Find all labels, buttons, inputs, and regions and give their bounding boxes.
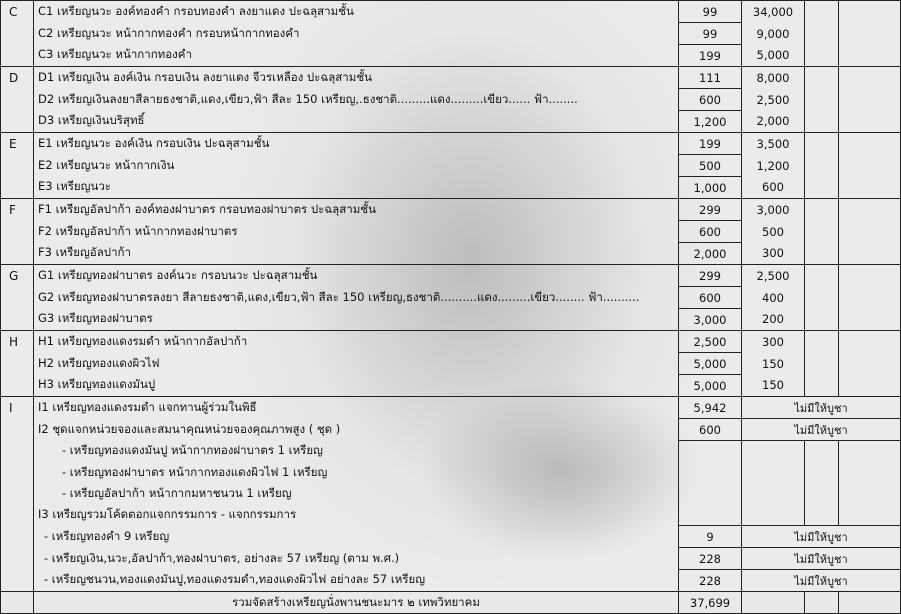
quantity-cell: 2,000: [679, 243, 742, 265]
quantity-cell: 500: [679, 155, 742, 177]
price-cell: [742, 462, 805, 483]
total-row: [1, 592, 901, 614]
empty-cell: [839, 111, 901, 133]
empty-cell: [805, 199, 839, 221]
table-row: [1, 45, 901, 67]
table-row: [1, 353, 901, 375]
price-cell: 300: [742, 243, 805, 265]
category-cell: [1, 483, 34, 504]
price-cell: 2,000: [742, 111, 805, 133]
table-row: [1, 570, 901, 592]
empty-cell: [839, 133, 901, 155]
table-row: [1, 462, 901, 483]
category-cell: [1, 287, 34, 309]
item-description: G2 เหรียญทองฝาบาตรลงยา สีลายธงชาติ,แดง,เขียว,ฟ้า สีละ 150 เหรียญ,ธงชาติ..........แดง.........เขียว........ ฟ้า..........: [34, 287, 679, 309]
empty-cell: [839, 67, 901, 89]
table-row: [1, 265, 901, 287]
empty-cell: [805, 23, 839, 45]
category-cell: [1, 504, 34, 526]
table-row: [1, 111, 901, 133]
category-cell: E: [1, 133, 34, 155]
quantity-cell: 228: [679, 570, 742, 592]
item-description: C3 เหรียญนวะ หน้ากากทองคำ: [34, 45, 679, 67]
price-cell: 500: [742, 221, 805, 243]
category-cell: [1, 45, 34, 67]
empty-cell: [839, 592, 901, 614]
item-description: - เหรียญทองแดงมันปู หน้ากากทองฝาบาตร 1 เหรียญ: [34, 441, 679, 463]
quantity-cell: 600: [679, 89, 742, 111]
table-row: [1, 287, 901, 309]
quantity-cell: 600: [679, 287, 742, 309]
item-description: I3 เหรียญรวมโค้ดตอกแจกกรรมการ - แจกกรรมการ: [34, 504, 679, 526]
category-cell: [1, 462, 34, 483]
price-cell: [742, 483, 805, 504]
item-description: G3 เหรียญทองฝาบาตร: [34, 309, 679, 331]
table-row: [1, 483, 901, 504]
note-cell: ไม่มีให้บูชา: [742, 526, 901, 548]
category-cell: [1, 526, 34, 548]
item-description: F1 เหรียญอัลปาก้า องค์ทองฝาบาตร กรอบทองฝาบาตร ปะฉลุสามชั้น: [34, 199, 679, 221]
table-row: [1, 199, 901, 221]
empty-cell: [805, 441, 839, 463]
price-cell: 9,000: [742, 23, 805, 45]
quantity-cell: 299: [679, 265, 742, 287]
empty-cell: [839, 309, 901, 331]
table-row: [1, 23, 901, 45]
total-label: รวมจัดสร้างเหรียญนั่งพานชนะมาร ๒ เทพวิทยาคม: [34, 592, 679, 614]
category-cell: D: [1, 67, 34, 89]
quantity-cell: 3,000: [679, 309, 742, 331]
category-cell: [1, 177, 34, 199]
quantity-cell: 1,000: [679, 177, 742, 199]
empty-cell: [805, 353, 839, 375]
quantity-cell: 1,200: [679, 111, 742, 133]
empty-cell: [839, 221, 901, 243]
empty-cell: [839, 23, 901, 45]
category-cell: [1, 221, 34, 243]
category-cell: [1, 570, 34, 592]
empty-cell: [839, 441, 901, 463]
empty-cell: [839, 265, 901, 287]
empty-cell: [805, 177, 839, 199]
quantity-cell: 99: [679, 23, 742, 45]
empty-cell: [1, 592, 34, 614]
quantity-cell: 199: [679, 133, 742, 155]
table-row: [1, 441, 901, 463]
price-cell: 150: [742, 375, 805, 397]
category-cell: [1, 23, 34, 45]
category-cell: [1, 111, 34, 133]
empty-cell: [742, 592, 805, 614]
table-row: [1, 309, 901, 331]
category-cell: [1, 243, 34, 265]
category-cell: [1, 419, 34, 441]
price-cell: 600: [742, 177, 805, 199]
item-description: H2 เหรียญทองแดงผิวไฟ: [34, 353, 679, 375]
empty-cell: [805, 592, 839, 614]
quantity-cell: [679, 483, 742, 504]
empty-cell: [805, 243, 839, 265]
empty-cell: [805, 265, 839, 287]
item-description: - เหรียญอัลปาก้า หน้ากากมหาชนวน 1 เหรียญ: [34, 483, 679, 504]
total-quantity: 37,699: [679, 592, 742, 614]
quantity-cell: [679, 441, 742, 463]
category-cell: G: [1, 265, 34, 287]
table-row: [1, 397, 901, 419]
table-row: [1, 89, 901, 111]
category-cell: [1, 441, 34, 463]
empty-cell: [839, 1, 901, 23]
price-cell: 2,500: [742, 265, 805, 287]
table-row: [1, 177, 901, 199]
empty-cell: [839, 462, 901, 483]
category-cell: [1, 89, 34, 111]
price-cell: [742, 441, 805, 463]
item-description: H3 เหรียญทองแดงมันปู: [34, 375, 679, 397]
quantity-cell: 5,000: [679, 375, 742, 397]
item-description: D3 เหรียญเงินบริสุทธิ์: [34, 111, 679, 133]
category-cell: I: [1, 397, 34, 419]
price-cell: 300: [742, 331, 805, 353]
price-cell: 3,000: [742, 199, 805, 221]
price-cell: 5,000: [742, 45, 805, 67]
table-row: [1, 67, 901, 89]
quantity-cell: 5,942: [679, 397, 742, 419]
category-cell: C: [1, 1, 34, 23]
price-cell: 34,000: [742, 1, 805, 23]
item-description: G1 เหรียญทองฝาบาตร องค์นวะ กรอบนวะ ปะฉลุสามชั้น: [34, 265, 679, 287]
empty-cell: [805, 483, 839, 504]
table-row: [1, 504, 901, 526]
empty-cell: [805, 462, 839, 483]
quantity-cell: 199: [679, 45, 742, 67]
item-description: D1 เหรียญเงิน องค์เงิน กรอบเงิน ลงยาแดง จีวรเหลือง ปะฉลุสามชั้น: [34, 67, 679, 89]
category-cell: [1, 375, 34, 397]
empty-cell: [839, 155, 901, 177]
item-description: E2 เหรียญนวะ หน้ากากเงิน: [34, 155, 679, 177]
table-row: [1, 133, 901, 155]
note-cell: ไม่มีให้บูชา: [742, 548, 901, 570]
item-description: C1 เหรียญนวะ องค์ทองคำ กรอบทองคำ ลงยาแดง ปะฉลุสามชั้น: [34, 1, 679, 23]
empty-cell: [839, 287, 901, 309]
price-cell: [742, 504, 805, 526]
empty-cell: [805, 309, 839, 331]
table-row: [1, 548, 901, 570]
table-row: [1, 331, 901, 353]
category-cell: [1, 155, 34, 177]
item-description: - เหรียญชนวน,ทองแดงมันปู,ทองแดงรมดำ,ทองแดงผิวไฟ อย่างละ 57 เหรียญ: [34, 570, 679, 592]
price-cell: 1,200: [742, 155, 805, 177]
quantity-cell: 600: [679, 419, 742, 441]
empty-cell: [805, 155, 839, 177]
item-description: I2 ชุดแจกหน่วยจองและสมนาคุณหน่วยจองคุณภาพสูง ( ชุด ): [34, 419, 679, 441]
price-cell: 150: [742, 353, 805, 375]
price-cell: 200: [742, 309, 805, 331]
empty-cell: [805, 89, 839, 111]
table-row: [1, 526, 901, 548]
quantity-cell: 99: [679, 1, 742, 23]
quantity-cell: 228: [679, 548, 742, 570]
empty-cell: [839, 199, 901, 221]
empty-cell: [839, 243, 901, 265]
item-description: E3 เหรียญนวะ: [34, 177, 679, 199]
price-cell: 3,500: [742, 133, 805, 155]
quantity-cell: 5,000: [679, 353, 742, 375]
price-cell: 2,500: [742, 89, 805, 111]
empty-cell: [839, 375, 901, 397]
empty-cell: [839, 353, 901, 375]
quantity-cell: [679, 462, 742, 483]
empty-cell: [839, 483, 901, 504]
empty-cell: [805, 504, 839, 526]
category-cell: H: [1, 331, 34, 353]
price-cell: 8,000: [742, 67, 805, 89]
item-description: - เหรียญเงิน,นวะ,อัลปาก้า,ทองฝาบาตร, อย่างละ 57 เหรียญ (ตาม พ.ศ.): [34, 548, 679, 570]
category-cell: [1, 548, 34, 570]
empty-cell: [839, 504, 901, 526]
note-cell: ไม่มีให้บูชา: [742, 419, 901, 441]
empty-cell: [805, 331, 839, 353]
empty-cell: [805, 67, 839, 89]
table-row: [1, 243, 901, 265]
table-row: [1, 1, 901, 23]
note-cell: ไม่มีให้บูชา: [742, 397, 901, 419]
item-description: I1 เหรียญทองแดงรมดำ แจกทานผู้ร่วมในพิธี: [34, 397, 679, 419]
item-description: D2 เหรียญเงินลงยาสีลายธงชาติ,แดง,เขียว,ฟ้า สีละ 150 เหรียญ,.ธงชาติ.........แดง.........เขียว...... ฟ้า........: [34, 89, 679, 111]
category-cell: [1, 309, 34, 331]
empty-cell: [839, 331, 901, 353]
item-description: H1 เหรียญทองแดงรมดำ หน้ากากอัลปาก้า: [34, 331, 679, 353]
quantity-cell: 111: [679, 67, 742, 89]
empty-cell: [805, 133, 839, 155]
table-row: [1, 419, 901, 441]
empty-cell: [839, 89, 901, 111]
empty-cell: [805, 1, 839, 23]
quantity-cell: 600: [679, 221, 742, 243]
table-row: [1, 375, 901, 397]
empty-cell: [805, 375, 839, 397]
empty-cell: [839, 45, 901, 67]
category-cell: [1, 353, 34, 375]
table-row: [1, 155, 901, 177]
item-description: E1 เหรียญนวะ องค์เงิน กรอบเงิน ปะฉลุสามชั้น: [34, 133, 679, 155]
item-description: F2 เหรียญอัลปาก้า หน้ากากทองฝาบาตร: [34, 221, 679, 243]
empty-cell: [805, 111, 839, 133]
item-description: - เหรียญทองคำ 9 เหรียญ: [34, 526, 679, 548]
item-description: C2 เหรียญนวะ หน้ากากทองคำ กรอบหน้ากากทองคำ: [34, 23, 679, 45]
quantity-cell: 2,500: [679, 331, 742, 353]
empty-cell: [805, 45, 839, 67]
table-row: [1, 221, 901, 243]
quantity-cell: [679, 504, 742, 526]
price-cell: 400: [742, 287, 805, 309]
quantity-cell: 299: [679, 199, 742, 221]
category-cell: F: [1, 199, 34, 221]
note-cell: ไม่มีให้บูชา: [742, 570, 901, 592]
quantity-cell: 9: [679, 526, 742, 548]
empty-cell: [805, 287, 839, 309]
price-table-body: [1, 1, 901, 614]
item-description: F3 เหรียญอัลปาก้า: [34, 243, 679, 265]
empty-cell: [805, 221, 839, 243]
empty-cell: [839, 177, 901, 199]
item-description: - เหรียญทองฝาบาตร หน้ากากทองแดงผิวไฟ 1 เหรียญ: [34, 462, 679, 483]
